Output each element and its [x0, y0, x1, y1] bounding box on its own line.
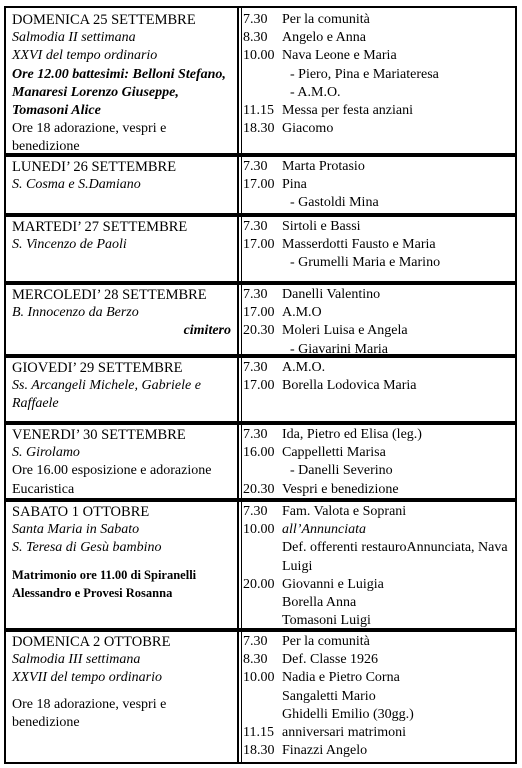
mass-row	[243, 102, 515, 120]
mass-time	[243, 539, 282, 575]
mass-intention: Finazzi Angelo	[282, 743, 368, 759]
mass-row	[243, 11, 515, 29]
mass-time	[243, 254, 282, 272]
day-info	[6, 283, 235, 356]
mass-intention: Cappelletti Marisa	[282, 445, 386, 461]
mass-row	[243, 706, 515, 724]
mass-intention: - Grumelli Maria e Marino	[290, 255, 441, 271]
mass-time	[243, 706, 282, 724]
mass-row	[243, 594, 515, 612]
mass-time: 8.30	[243, 30, 268, 46]
spacer	[12, 688, 235, 696]
mass-time	[243, 688, 282, 706]
mass-row	[243, 521, 515, 539]
mass-row	[243, 66, 515, 84]
mass-intention: Nava Leone e Maria	[282, 48, 397, 64]
mass-intention: anniversari matrimoni	[282, 725, 407, 741]
mass-row	[243, 539, 515, 575]
mass-row	[243, 503, 515, 521]
day-heading: LUNEDI’ 26 SETTEMBRE	[12, 159, 177, 175]
day-note: Ore 18 adorazione, vespri e benedizione	[12, 121, 167, 155]
mass-time: 17.00	[243, 177, 275, 193]
mass-row	[243, 462, 515, 480]
mass-time: 16.00	[243, 445, 275, 461]
day-block	[4, 498, 517, 632]
mass-intention: - Piero, Pina e Mariateresa	[290, 66, 439, 82]
mass-intention: Per la comunità	[282, 634, 370, 649]
mass-time: 20.30	[243, 481, 275, 497]
mass-time: 7.30	[243, 287, 268, 302]
spacer	[12, 558, 235, 566]
mass-row	[243, 322, 515, 340]
day-heading: VENERDI’ 30 SETTEMBRE	[12, 427, 186, 443]
mass-intention: Ghidelli Emilio (30gg.)	[282, 706, 414, 722]
day-note: Ore 16.00 esposizione e adorazione Eucaristica	[12, 463, 212, 497]
mass-time	[243, 594, 282, 612]
day-note: Matrimonio ore 11.00 di Spiranelli Alessandro e Provesi Rosanna	[12, 567, 197, 600]
mass-row	[243, 286, 515, 304]
mass-intention: Angelo e Anna	[282, 30, 366, 46]
day-heading: SABATO 1 OTTOBRE	[12, 504, 150, 520]
mass-time: 17.00	[243, 378, 275, 394]
mass-row	[243, 651, 515, 669]
mass-intention: Sangaletti Mario	[282, 688, 376, 704]
day-note: S. Girolamo	[12, 445, 80, 461]
day-note: Ore 12.00 battesimi: Belloni Stefano, Manaresi Lorenzo Giuseppe, Tomasoni Alice	[12, 66, 226, 119]
mass-intention: Fam. Valota e Soprani	[282, 504, 407, 519]
day-note: Salmodia II settimana	[12, 30, 136, 46]
day-note: XXVII del tempo ordinario	[12, 670, 162, 686]
mass-time: 20.30	[243, 323, 275, 339]
day-heading: MERCOLEDI’ 28 SETTEMBRE	[12, 287, 207, 303]
day-info	[6, 423, 235, 500]
mass-row	[243, 254, 515, 272]
mass-time: 18.30	[243, 121, 275, 137]
mass-time: 8.30	[243, 652, 268, 668]
mass-row	[243, 194, 515, 212]
mass-intention: all’Annunciata	[282, 522, 366, 538]
mass-intention: Danelli Valentino	[282, 287, 381, 302]
mass-row	[243, 688, 515, 706]
day-block	[4, 281, 517, 358]
day-block	[4, 628, 517, 764]
mass-intention: Nadia e Pietro Corna	[282, 670, 400, 686]
day-heading: DOMENICA 25 SETTEMBRE	[12, 12, 196, 28]
mass-time: 7.30	[243, 504, 268, 519]
mass-row	[243, 576, 515, 594]
day-note: S. Cosma e S.Damiano	[12, 177, 141, 193]
day-info	[6, 630, 235, 762]
day-block	[4, 153, 517, 217]
mass-row	[243, 84, 515, 102]
day-note: Salmodia III settimana	[12, 652, 141, 668]
day-note: Ore 18 adorazione, vespri e benedizione	[12, 696, 167, 730]
mass-intention: Messa per festa anziani	[282, 103, 413, 119]
mass-row	[243, 359, 515, 377]
mass-time: 10.00	[243, 522, 275, 538]
day-block	[4, 6, 517, 157]
mass-time: 7.30	[243, 360, 268, 375]
mass-row	[243, 377, 515, 395]
mass-list	[237, 423, 515, 500]
mass-time	[243, 66, 282, 84]
mass-time: 10.00	[243, 48, 275, 64]
mass-intention: Def. offerenti restauroAnnunciata, Nava Luigi	[282, 540, 508, 574]
day-note: B. Innocenzo da Berzo	[12, 305, 139, 321]
mass-intention: Def. Classe 1926	[282, 652, 379, 668]
mass-time: 7.30	[243, 159, 268, 174]
mass-time: 10.00	[243, 670, 275, 686]
mass-row	[243, 47, 515, 65]
mass-intention: Ida, Pietro ed Elisa (leg.)	[282, 427, 422, 442]
day-note: Santa Maria in Sabato	[12, 522, 140, 538]
day-info	[6, 215, 235, 283]
day-note: cimitero	[183, 323, 231, 339]
day-heading: DOMENICA 2 OTTOBRE	[12, 634, 171, 650]
day-note: S. Vincenzo de Paoli	[12, 237, 127, 253]
mass-intention: - Giavarini Maria	[290, 341, 388, 357]
mass-time: 7.30	[243, 12, 268, 27]
mass-intention: Borella Lodovica Maria	[282, 378, 417, 394]
day-note: Ss. Arcangeli Michele, Gabriele e Raffaele	[12, 378, 201, 412]
mass-list	[237, 215, 515, 283]
mass-time: 17.00	[243, 237, 275, 253]
mass-intention: A.M.O	[282, 305, 322, 321]
day-block	[4, 354, 517, 425]
mass-intention: Per la comunità	[282, 12, 370, 27]
mass-time: 11.15	[243, 725, 274, 741]
mass-intention: Moleri Luisa e Angela	[282, 323, 408, 339]
mass-row	[243, 742, 515, 760]
mass-row	[243, 633, 515, 651]
mass-list	[237, 500, 515, 630]
mass-time	[243, 84, 282, 102]
day-block	[4, 213, 517, 285]
day-info	[6, 8, 235, 155]
mass-row	[243, 120, 515, 138]
mass-time: 7.30	[243, 219, 268, 234]
mass-list	[237, 630, 515, 762]
mass-row	[243, 158, 515, 176]
mass-row	[243, 218, 515, 236]
day-heading: GIOVEDI’ 29 SETTEMBRE	[12, 360, 183, 376]
mass-time: 7.30	[243, 427, 268, 442]
mass-list	[237, 356, 515, 423]
mass-row	[243, 724, 515, 742]
mass-intention: Masserdotti Fausto e Maria	[282, 237, 436, 253]
mass-row	[243, 29, 515, 47]
mass-row	[243, 481, 515, 499]
mass-list	[237, 8, 515, 155]
mass-intention: Borella Anna	[282, 595, 357, 611]
mass-row	[243, 669, 515, 687]
day-info	[6, 155, 235, 215]
mass-row	[243, 304, 515, 322]
mass-intention: Sirtoli e Bassi	[282, 219, 361, 234]
mass-intention: Tomasoni Luigi	[282, 613, 371, 629]
mass-intention: Marta Protasio	[282, 159, 365, 174]
day-info	[6, 356, 235, 423]
mass-row	[243, 176, 515, 194]
day-block	[4, 421, 517, 502]
mass-time: 7.30	[243, 634, 268, 649]
mass-intention: - Danelli Severino	[290, 463, 393, 479]
mass-intention: Giovanni e Luigia	[282, 576, 384, 592]
mass-intention: Giacomo	[282, 121, 334, 137]
day-note: S. Teresa di Gesù bambino	[12, 540, 162, 556]
day-info	[6, 500, 235, 630]
mass-time	[243, 194, 282, 212]
mass-intention: - A.M.O.	[290, 84, 341, 100]
day-heading: MARTEDI’ 27 SETTEMBRE	[12, 219, 188, 235]
mass-row	[243, 444, 515, 462]
day-note: XXVI del tempo ordinario	[12, 48, 158, 64]
mass-time: 18.30	[243, 743, 275, 759]
mass-list	[237, 283, 515, 356]
mass-time	[243, 462, 282, 480]
mass-list	[237, 155, 515, 215]
mass-time: 11.15	[243, 103, 274, 119]
mass-time: 17.00	[243, 305, 275, 321]
mass-row	[243, 426, 515, 444]
mass-intention: Vespri e benedizione	[282, 481, 399, 497]
mass-time: 20.00	[243, 576, 275, 592]
mass-intention: Pina	[282, 177, 307, 193]
mass-intention: - Gastoldi Mina	[290, 195, 379, 211]
mass-intention: A.M.O.	[282, 360, 326, 375]
mass-row	[243, 236, 515, 254]
